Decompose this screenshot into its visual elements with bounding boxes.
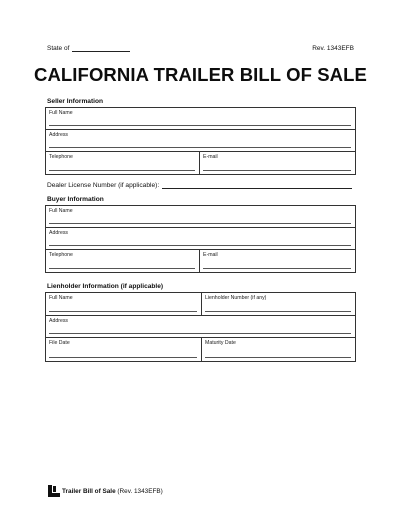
- seller-address-label: Address: [49, 132, 69, 138]
- buyer-contact-row: [46, 250, 355, 272]
- buyer-address-line: [49, 245, 351, 246]
- lienholder-number-line: [205, 311, 351, 312]
- lienholder-full-name-label: Full Name: [49, 295, 73, 301]
- seller-section-heading: Seller Information: [47, 98, 104, 105]
- buyer-telephone-line: [49, 268, 195, 269]
- seller-email-field[interactable]: [199, 152, 355, 174]
- lienholder-dates-row: [46, 338, 355, 361]
- seller-full-name-label: Full Name: [49, 110, 73, 116]
- buyer-full-name-row[interactable]: [46, 206, 355, 228]
- dealer-license-input-line[interactable]: [162, 182, 352, 189]
- legal-templates-logo-icon: [47, 484, 61, 498]
- seller-email-line: [203, 170, 351, 171]
- seller-form: [45, 107, 356, 175]
- lienholder-number-label: Lienholder Number (if any): [205, 295, 267, 301]
- lienholder-full-name-line: [49, 311, 197, 312]
- dealer-license-field: [47, 182, 352, 189]
- buyer-telephone-field[interactable]: [46, 250, 199, 272]
- seller-full-name-line: [49, 125, 351, 126]
- footer-text: [62, 488, 163, 495]
- seller-telephone-label: Telephone: [49, 154, 73, 160]
- state-input-line[interactable]: [72, 45, 130, 52]
- maturity-date-line: [205, 357, 351, 358]
- header-row: [47, 45, 354, 55]
- buyer-telephone-label: Telephone: [49, 252, 73, 258]
- buyer-address-row[interactable]: [46, 228, 355, 250]
- buyer-email-label: E-mail: [203, 252, 218, 258]
- footer-revision: (Rev. 1343EFB): [117, 488, 163, 495]
- dealer-license-label: Dealer License Number (if applicable):: [47, 182, 160, 189]
- buyer-full-name-line: [49, 223, 351, 224]
- file-date-label: File Date: [49, 340, 70, 346]
- seller-address-row[interactable]: [46, 130, 355, 152]
- footer-doc-name: Trailer Bill of Sale: [62, 488, 116, 495]
- seller-telephone-line: [49, 170, 195, 171]
- lienholder-address-row[interactable]: [46, 316, 355, 338]
- file-date-line: [49, 357, 197, 358]
- maturity-date-label: Maturity Date: [205, 340, 236, 346]
- file-date-field[interactable]: [46, 338, 201, 361]
- seller-email-label: E-mail: [203, 154, 218, 160]
- state-field: [47, 45, 130, 52]
- buyer-form: [45, 205, 356, 273]
- seller-contact-row: [46, 152, 355, 174]
- revision-number: Rev. 1343EFB: [312, 45, 354, 52]
- lienholder-section-heading: Lienholder Information (if applicable): [47, 283, 164, 290]
- buyer-email-line: [203, 268, 351, 269]
- seller-address-line: [49, 147, 351, 148]
- lienholder-address-label: Address: [49, 318, 69, 324]
- lienholder-number-field[interactable]: [201, 293, 355, 315]
- state-label: State of: [47, 45, 70, 52]
- buyer-email-field[interactable]: [199, 250, 355, 272]
- buyer-section-heading: Buyer Information: [47, 196, 104, 203]
- lienholder-address-line: [49, 333, 351, 334]
- maturity-date-field[interactable]: [201, 338, 355, 361]
- lienholder-full-name-field[interactable]: [46, 293, 201, 315]
- buyer-full-name-label: Full Name: [49, 208, 73, 214]
- seller-telephone-field[interactable]: [46, 152, 199, 174]
- document-title: CALIFORNIA TRAILER BILL OF SALE: [33, 64, 367, 85]
- seller-full-name-row[interactable]: [46, 108, 355, 130]
- lienholder-name-row: [46, 293, 355, 316]
- lienholder-form: [45, 292, 356, 362]
- buyer-address-label: Address: [49, 230, 69, 236]
